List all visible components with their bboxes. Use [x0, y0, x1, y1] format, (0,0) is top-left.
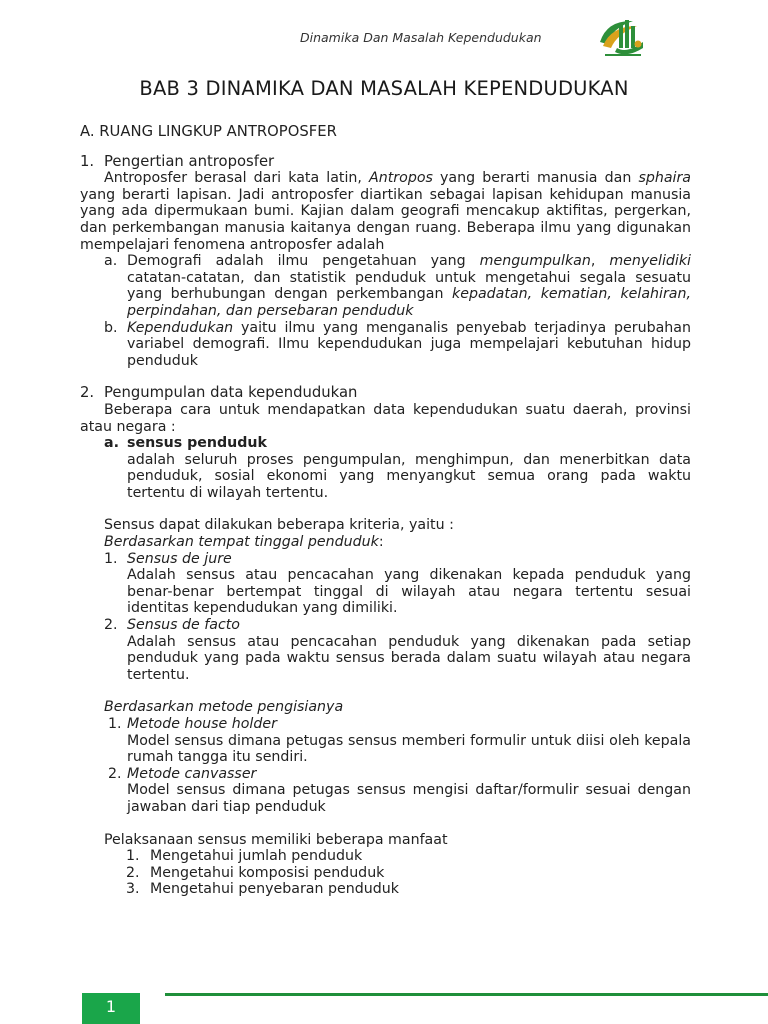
list-item-canvasser: 2. Metode canvasser: [108, 765, 257, 782]
sensus-penduduk-heading: a. sensus penduduk: [104, 435, 267, 452]
list-item-demografi: a. Demografi adalah ilmu pengetahuan yang mengumpulkan, menyelidiki catatan-catatan, dan statistik penduduk untuk mengetahui segala sesuatu yang berhubungan dengan perkembangan kepadatan, kematian, kelahiran, perpindahan, dan persebaran penduduk: [104, 253, 691, 319]
footer-divider: [165, 993, 768, 996]
sensus-penduduk-desc: adalah seluruh proses pengumpulan, menghimpun, dan menerbitkan data penduduk, sosial ekonomi yang menyangkut semua orang pada waktu tertentu di wilayah tertentu.: [127, 451, 691, 501]
house-holder-desc: Model sensus dimana petugas sensus memberi formulir untuk diisi oleh kepala rumah tangga itu sendiri.: [127, 732, 691, 766]
section-a-heading: A. RUANG LINGKUP ANTROPOSFER: [80, 123, 337, 140]
school-logo-icon: [597, 14, 647, 60]
de-jure-desc: Adalah sensus atau pencacahan yang dikenakan kepada penduduk yang benar-benar bertempat tinggal di wilayah atau negara tertentu sesuai identitas kependudukan yang dimiliki.: [127, 567, 691, 617]
tempat-tinggal-heading: Berdasarkan tempat tinggal penduduk:: [104, 534, 384, 551]
list-item-house-holder: 1. Metode house holder: [108, 716, 277, 732]
subsection-1-heading: [80, 154, 691, 171]
de-facto-desc: Adalah sensus atau pencacahan penduduk yang dikenakan pada setiap penduduk yang pada waktu sensus berada dalam suatu wilayah atau negara tertentu.: [127, 633, 691, 683]
metode-heading: Berdasarkan metode pengisianya: [104, 699, 344, 716]
kriteria-text: Sensus dapat dilakukan beberapa kriteria, yaitu :: [104, 517, 454, 534]
subsection-number: 1.: [80, 152, 95, 170]
list-item: 2. Mengetahui komposisi penduduk: [126, 864, 385, 881]
subsection-title: Pengertian antroposfer: [104, 152, 275, 170]
subsection-2-heading: 2. Pengumpulan data kependudukan: [80, 384, 358, 402]
list-item-de-facto: 2. Sensus de facto: [104, 617, 240, 634]
chapter-title: BAB 3 DINAMIKA DAN MASALAH KEPENDUDUKAN: [139, 77, 629, 100]
paragraph-pengumpulan: Beberapa cara untuk mendapatkan data kependudukan suatu daerah, provinsi atau negara :: [80, 401, 691, 435]
list-item: 3. Mengetahui penyebaran penduduk: [126, 881, 399, 898]
header-title: Dinamika Dan Masalah Kependudukan: [300, 30, 542, 45]
canvasser-desc: Model sensus dimana petugas sensus mengisi daftar/formulir sesuai dengan jawaban dari tiap penduduk: [127, 782, 691, 815]
list-item-kependudukan: b. Kependudukan yaitu ilmu yang menganalis penyebab terjadinya perubahan variabel demografi. Ilmu kependudukan juga mempelajari kebutuhan hidup penduduk: [104, 319, 691, 369]
list-item: 1. Mengetahui jumlah penduduk: [126, 848, 363, 865]
list-item-de-jure: 1. Sensus de jure: [104, 550, 232, 567]
content-body: [80, 124, 691, 898]
page-number-badge: 1: [82, 993, 140, 1024]
paragraph-antroposfer: Antroposfer berasal dari kata latin, Antropos yang berarti manusia dan sphaira yang berarti lapisan. Jadi antroposfer diartikan sebagai lapisan kehidupan manusia yang ada dipermukaan bumi. Kajian dalam geografi mencakup aktifitas, pergerkan, dan perkembangan manusia kaitanya dengan ruang. Beberapa ilmu yang digunakan mempelajari fenomena antroposfer adalah: [80, 170, 691, 253]
manfaat-text: Pelaksanaan sensus memiliki beberapa manfaat: [104, 831, 448, 848]
